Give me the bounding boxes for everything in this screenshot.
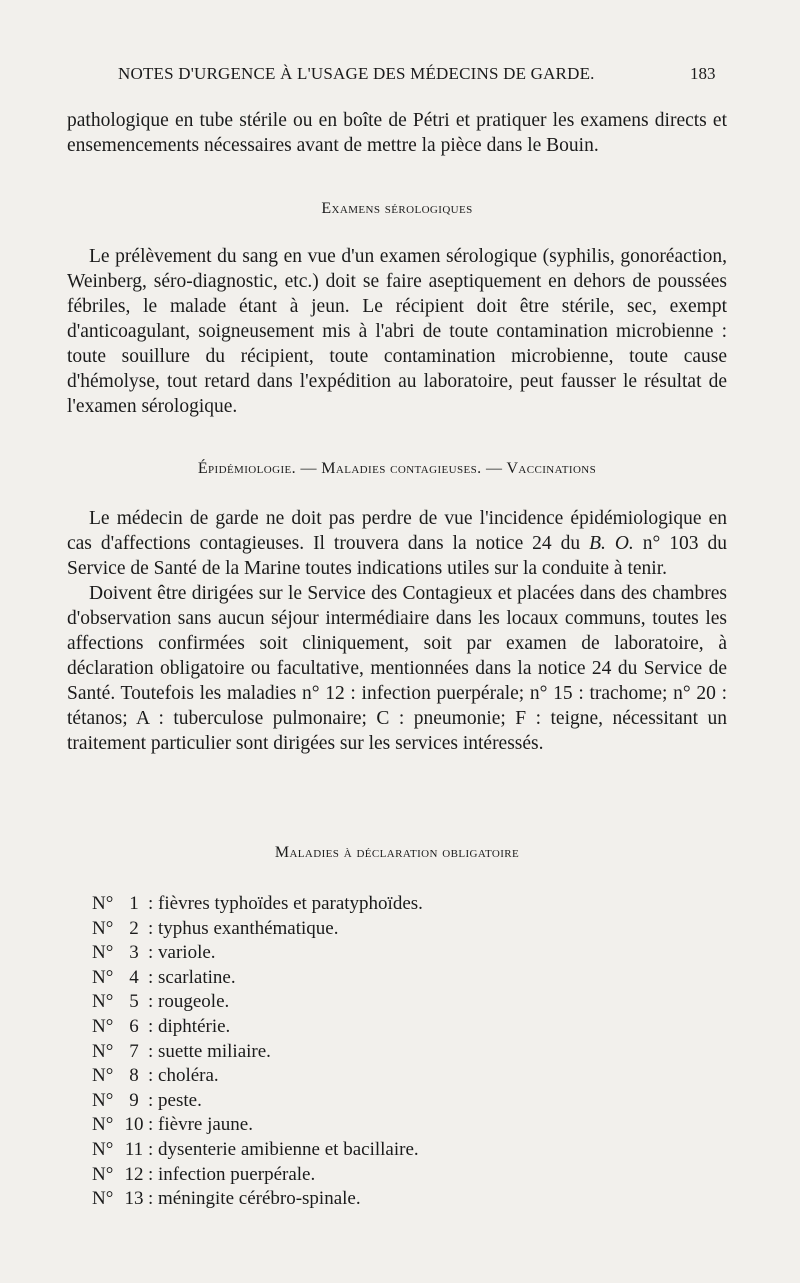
item-number: 1 xyxy=(129,893,139,914)
item-prefix: N° xyxy=(92,1040,114,1062)
item-text: : suette miliaire. xyxy=(148,1040,271,1062)
epidemiology-block xyxy=(67,506,727,756)
item-prefix: N° xyxy=(92,1015,114,1037)
list-item xyxy=(92,1113,692,1138)
list-item xyxy=(92,1089,692,1114)
item-prefix: N° xyxy=(92,1138,114,1160)
item-number: 7 xyxy=(129,1040,139,1062)
item-number: 2 xyxy=(129,917,139,939)
list-item xyxy=(92,1015,692,1040)
item-prefix: N° xyxy=(92,966,114,988)
item-number: 8 xyxy=(129,1065,139,1087)
page-number: 183 xyxy=(690,64,716,83)
item-text: : infection puerpérale. xyxy=(148,1163,316,1185)
serology-block xyxy=(67,244,727,419)
item-text: : fièvre jaune. xyxy=(148,1114,253,1136)
item-prefix: N° xyxy=(92,991,114,1013)
serology-paragraph: Le prélèvement du sang en vue d'un examen sérologique (syphilis, gonoréaction, Weinberg, séro-diagnostic, etc.) doit se faire aseptiquement en dehors de poussées fébriles, le malade étant à jeun. Le récipient doit être stérile, sec, exempt d'anticoagulant, soigneusement mis à l'abri de toute contamination microbienne : toute souillure du récipient, toute contamination microbienne, toute cause d'hémolyse, tout retard dans l'expédition au laboratoire, peut fausser le résultat de l'examen sérologique. xyxy=(67,246,727,417)
heading-mandatory-diseases: Maladies à déclaration obligatoire xyxy=(274,844,520,861)
list-item xyxy=(92,990,692,1015)
list-item xyxy=(92,1138,692,1163)
item-text: : fièvres typhoïdes et paratyphoïdes. xyxy=(148,893,423,914)
item-number: 4 xyxy=(129,966,139,988)
item-number: 5 xyxy=(129,991,139,1013)
item-prefix: N° xyxy=(92,1089,114,1111)
item-prefix: N° xyxy=(92,942,114,964)
item-number: 3 xyxy=(129,942,139,964)
item-text: : dysenterie amibienne et bacillaire. xyxy=(148,1138,419,1160)
intro-paragraph-block xyxy=(67,108,727,158)
item-prefix: N° xyxy=(92,1114,114,1136)
epidemiology-p1-italic: B. O. xyxy=(589,533,634,554)
intro-paragraph: pathologique en tube stérile ou en boîte de Pétri et pratiquer les examens directs et ensemencements nécessaires avant de mettre la pièce dans le Bouin. xyxy=(67,110,727,156)
item-number: 11 xyxy=(124,1138,144,1160)
item-prefix: N° xyxy=(92,893,114,914)
item-text: : rougeole. xyxy=(148,991,230,1013)
list-item xyxy=(92,917,692,942)
item-number: 10 xyxy=(124,1114,144,1136)
list-item xyxy=(92,941,692,966)
list-item xyxy=(92,966,692,991)
item-prefix: N° xyxy=(92,1065,114,1087)
item-number: 13 xyxy=(124,1188,144,1210)
list-item xyxy=(92,1040,692,1065)
item-number: 9 xyxy=(129,1089,139,1111)
item-text: : variole. xyxy=(148,942,216,964)
item-number: 6 xyxy=(129,1015,139,1037)
epidemiology-paragraph-2: Doivent être dirigées sur le Service des Contagieux et placées dans des chambres d'observation sans aucun séjour intermédiaire dans les locaux communs, toutes les affections confirmées soit cliniquement, soit par examen de laboratoire, à déclaration obligatoire ou facultative, mentionnées dans la notice 24 du Service de Santé. Toutefois les maladies n° 12 : infection puerpérale; n° 15 : trachome; n° 20 : tétanos; A : tuberculose pulmonaire; C : pneumonie; F : teigne, nécessitant un traitement particulier sont dirigées sur les services intéressés. xyxy=(67,583,727,754)
list-item xyxy=(92,892,692,917)
item-text: : peste. xyxy=(148,1089,202,1111)
epidemiology-paragraph-1 xyxy=(67,506,727,581)
list-item xyxy=(92,1163,692,1188)
item-number: 12 xyxy=(124,1163,144,1185)
list-item xyxy=(92,1187,692,1212)
item-text: : méningite cérébro-spinale. xyxy=(148,1188,361,1210)
item-prefix: N° xyxy=(92,917,114,939)
epidemiology-p1-after: n° 103 du Service de Santé de la Marine toutes indications utiles sur la conduite à tenir. xyxy=(67,533,727,579)
running-title: NOTES D'URGENCE À L'USAGE DES MÉDECINS DE GARDE. xyxy=(118,64,595,83)
item-text: : diphtérie. xyxy=(148,1015,231,1037)
heading-epidemiology: Épidémiologie. — Maladies contagieuses. — Vaccinations xyxy=(197,460,597,477)
item-prefix: N° xyxy=(92,1163,114,1185)
item-text: : choléra. xyxy=(148,1065,219,1087)
mandatory-diseases-list xyxy=(92,892,692,1212)
heading-serology: Examens sérologiques xyxy=(321,200,473,217)
list-item xyxy=(92,1064,692,1089)
epidemiology-p1-before: Le médecin de garde ne doit pas perdre de vue l'incidence épidémiologique en cas d'affections contagieuses. Il trouvera dans la notice 24 du xyxy=(67,508,727,554)
item-text: : typhus exanthématique. xyxy=(148,917,339,939)
item-prefix: N° xyxy=(92,1188,114,1210)
item-text: : scarlatine. xyxy=(148,966,236,988)
